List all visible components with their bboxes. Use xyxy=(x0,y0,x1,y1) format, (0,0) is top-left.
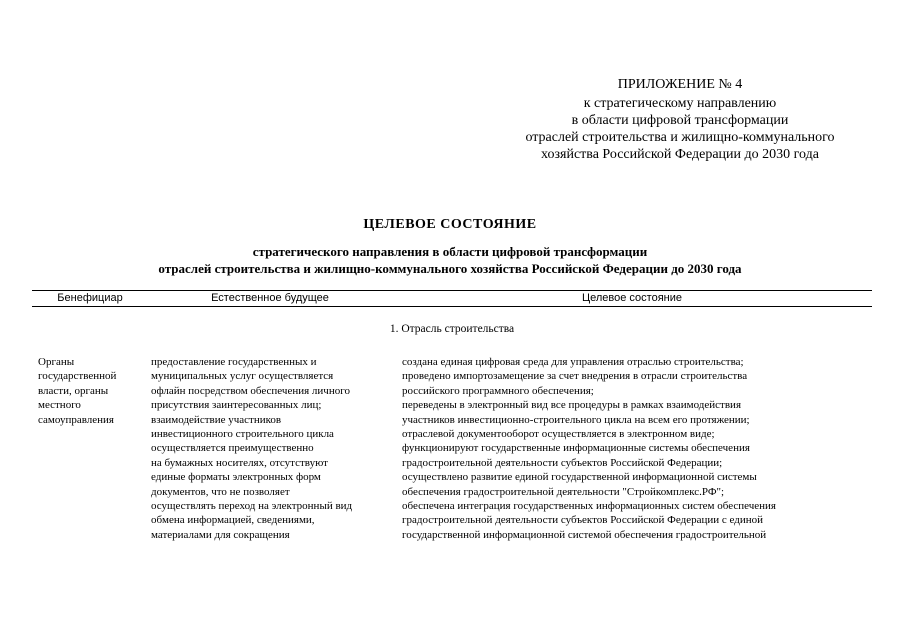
table-top-rule xyxy=(32,290,872,291)
cell-line: отраслевой документооборот осуществляется в электронном виде; xyxy=(402,428,715,441)
document-title-block xyxy=(60,217,840,277)
cell-line: присутствия заинтересованных лиц; xyxy=(151,399,322,412)
cell-line: участников инвестиционно-строительного цикла на всем его протяжении; xyxy=(402,413,750,426)
cell-line: российского программного обеспечения; xyxy=(402,384,594,397)
table-header-rule xyxy=(32,306,872,307)
document-subtitle-line: отраслей строительства и жилищно-коммунального хозяйства Российской Федерации до 2030 года xyxy=(158,261,742,276)
cell-line: власти, органы xyxy=(38,384,109,397)
annex-block xyxy=(470,76,890,163)
document-subtitle-line: стратегического направления в области цифровой трансформации xyxy=(252,244,648,259)
cell-line: взаимодействие участников xyxy=(151,413,282,426)
header-target-state: Целевое состояние xyxy=(581,292,682,304)
cell-line: государственной xyxy=(38,370,117,383)
cell-line: самоуправления xyxy=(38,413,114,426)
cell-line: обеспечения градостроительной деятельности "Стройкомплекс.РФ"; xyxy=(402,485,725,498)
cell-line: предоставление государственных и xyxy=(151,356,317,368)
cell-line: муниципальных услуг осуществляется xyxy=(151,370,334,383)
cell-line: государственной информационной системой обеспечения градостроительной xyxy=(402,528,767,541)
cell-line: единые форматы электронных форм xyxy=(151,471,321,484)
annex-line: отраслей строительства и жилищно-коммунального xyxy=(525,130,835,145)
cell-line: Органы xyxy=(38,356,75,368)
cell-line: материалами для сокращения xyxy=(151,528,290,541)
cell-line: местного xyxy=(38,399,81,412)
beneficiary-cell xyxy=(38,355,143,427)
cell-line: осуществлять переход на электронный вид xyxy=(151,500,353,513)
target-state-cell xyxy=(402,355,872,542)
cell-line: обеспечена интеграция государственных информационных систем обеспечения xyxy=(402,500,776,513)
cell-line: градостроительной деятельности субъектов Российской Федерации с единой xyxy=(402,514,763,527)
annex-title: ПРИЛОЖЕНИЕ № 4 xyxy=(617,77,743,92)
cell-line: документов, что не позволяет xyxy=(151,485,290,498)
cell-line: на бумажных носителях, отсутствуют xyxy=(151,456,328,469)
cell-line: инвестиционного строительного цикла xyxy=(151,428,334,441)
header-natural-future: Естественное будущее xyxy=(211,292,329,304)
section-title: 1. Отрасль строительства xyxy=(389,323,515,335)
natural-future-cell xyxy=(151,355,391,542)
cell-line: переведены в электронный вид все процедуры в рамках взаимодействия xyxy=(402,399,742,412)
annex-line: хозяйства Российской Федерации до 2030 года xyxy=(541,147,819,162)
cell-line: осуществлено развитие единой государственной информационной системы xyxy=(402,471,757,484)
cell-line: градостроительной деятельности субъектов Российской Федерации; xyxy=(402,456,723,469)
annex-line: в области цифровой трансформации xyxy=(571,113,789,128)
header-beneficiary: Бенефициар xyxy=(57,292,123,304)
cell-line: проведено импортозамещение за счет внедрения в отрасли строительства xyxy=(402,370,748,383)
cell-line: функционируют государственные информационные системы обеспечения xyxy=(402,442,750,455)
cell-line: осуществляется преимущественно xyxy=(151,442,314,455)
cell-line: обмена информацией, сведениями, xyxy=(151,514,315,527)
cell-line: создана единая цифровая среда для управления отраслью строительства; xyxy=(402,356,744,368)
annex-line: к стратегическому направлению xyxy=(583,96,777,111)
document-title: ЦЕЛЕВОЕ СОСТОЯНИЕ xyxy=(363,217,537,232)
cell-line: офлайн посредством обеспечения личного xyxy=(151,384,350,397)
